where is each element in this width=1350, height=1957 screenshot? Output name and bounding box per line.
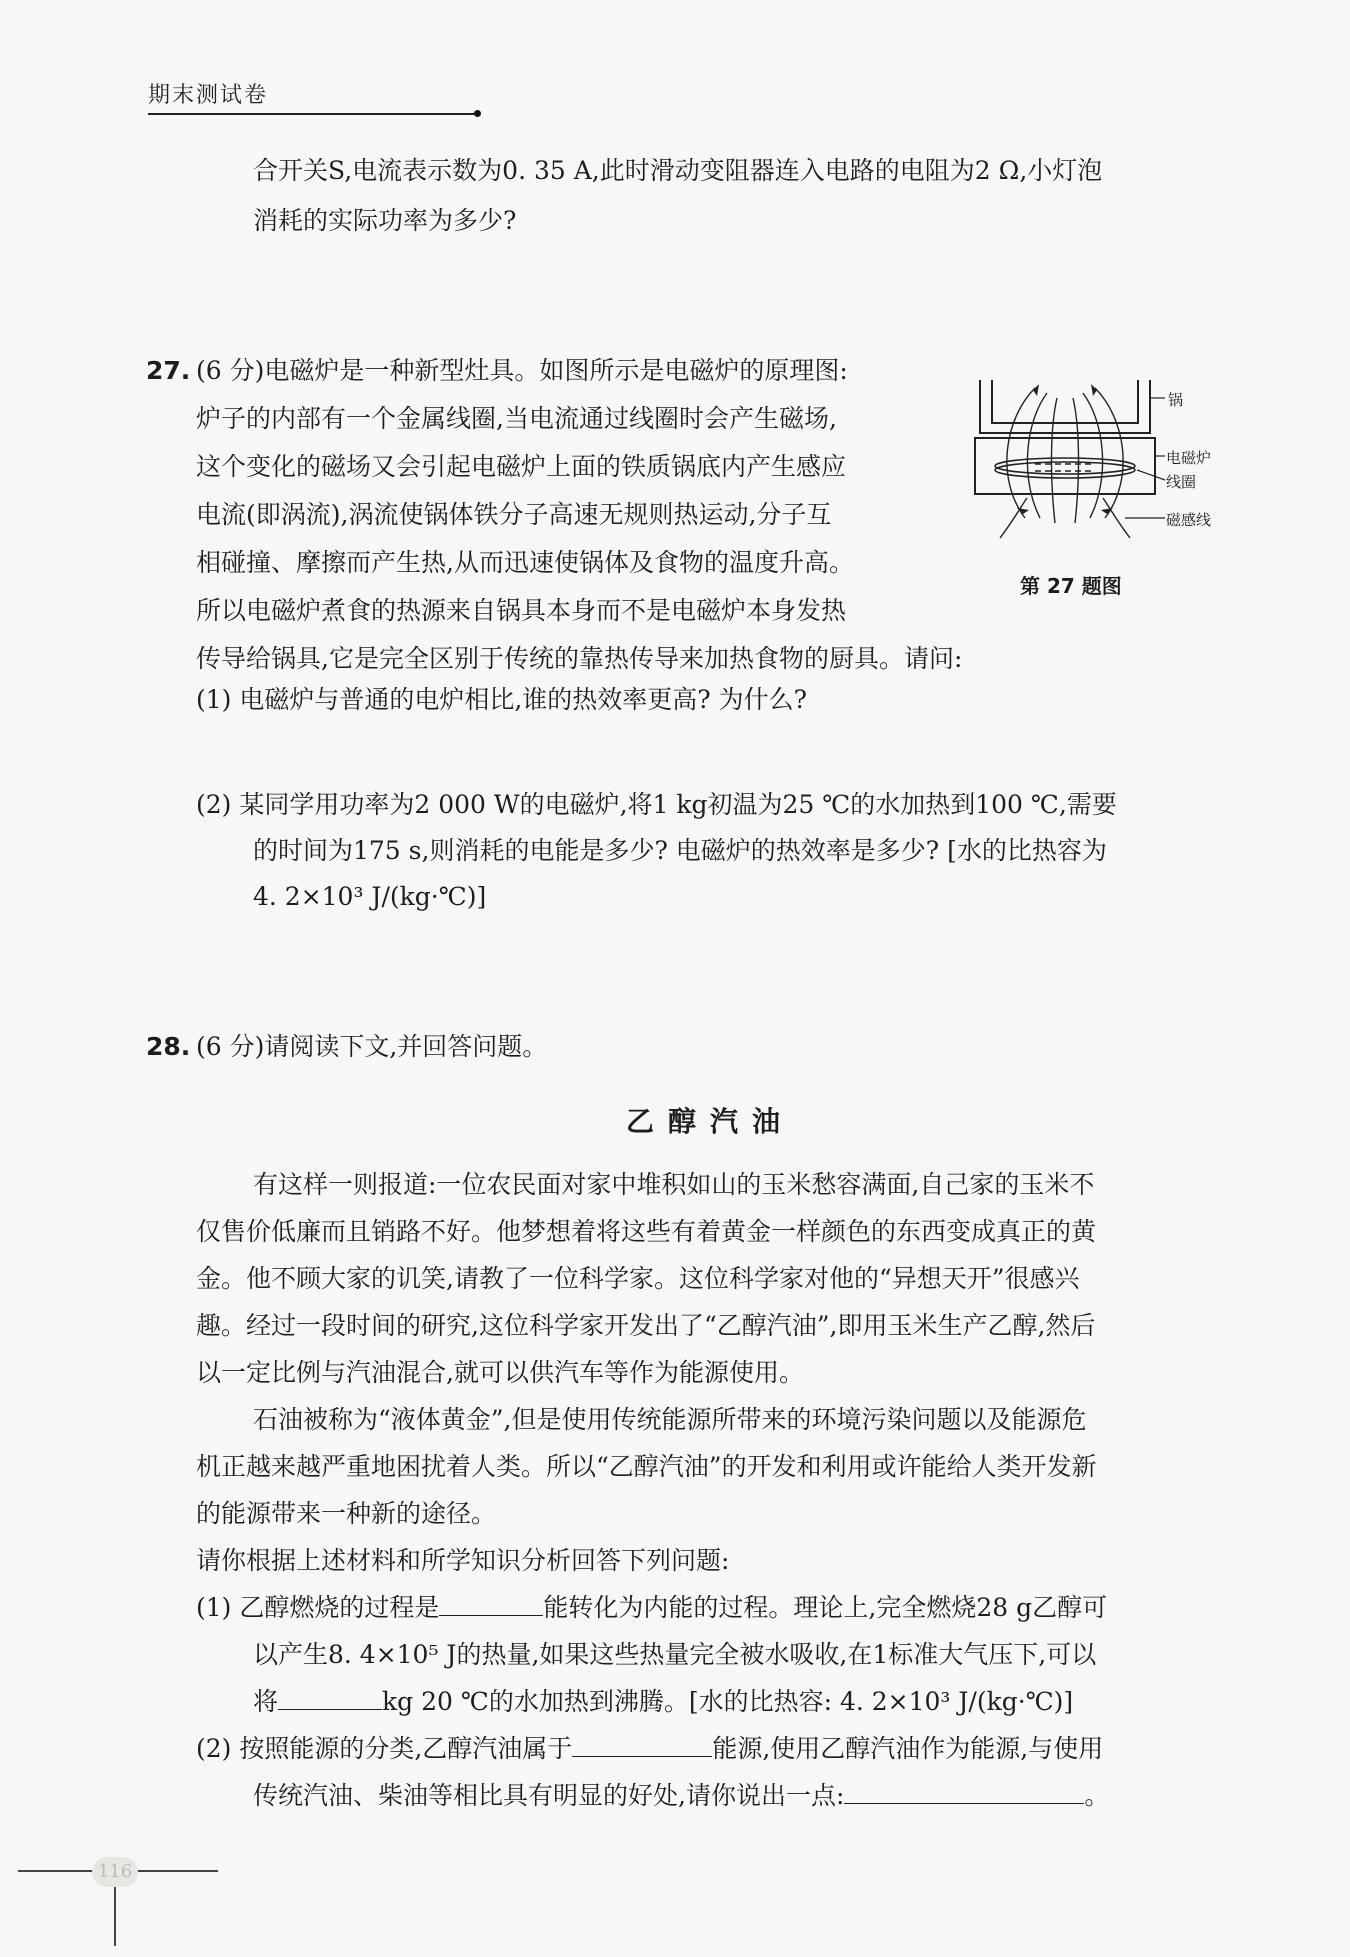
page-number: 116 <box>92 1857 138 1887</box>
q27-sub1: (1) 电磁炉与普通的电炉相比,谁的热效率更高? 为什么? <box>196 685 808 714</box>
label-leaders <box>1125 398 1165 518</box>
q28-sub2-part-b: 能源,使用乙醇汽油作为能源,与使用 <box>712 1734 1104 1763</box>
answer-blank-4[interactable] <box>844 1781 1084 1804</box>
q27-line-3: 这个变化的磁场又会引起电磁炉上面的铁质锅底内产生感应 <box>196 452 847 481</box>
q28-sub1-line-2: 以产生8. 4×10⁵ J的热量,如果这些热量完全被水吸收,在1标准大气压下,可以 <box>253 1640 1097 1669</box>
label-cooker: 电磁炉 <box>1166 449 1212 467</box>
q27-line-1: (6 分)电磁炉是一种新型灶具。如图所示是电磁炉的原理图: <box>196 356 848 385</box>
para1-line-4: 趣。经过一段时间的研究,这位科学家开发出了“乙醇汽油”,即用玉米生产乙醇,然后 <box>196 1311 1096 1340</box>
pot-outline <box>980 380 1150 433</box>
para1-line-2: 仅售价低廉而且销路不好。他梦想着将这些有着黄金一样颜色的东西变成真正的黄 <box>196 1217 1097 1246</box>
q28-sub2-line-1 <box>196 1734 1103 1764</box>
article-title: 乙醇汽油 <box>626 1105 795 1138</box>
q28-sub1-part-e: kg 20 ℃的水加热到沸腾。[水的比热容: 4. 2×10³ J/(kg·℃)] <box>382 1687 1074 1716</box>
para1-line-3: 金。他不顾大家的讥笑,请教了一位科学家。这位科学家对他的“异想天开”很感兴 <box>196 1264 1080 1293</box>
q28-sub2-part-d: 。 <box>1084 1781 1110 1810</box>
q27-sub2-line-1: (2) 某同学用功率为2 000 W的电磁炉,将1 kg初温为25 ℃的水加热到100 ℃,需要 <box>196 790 1117 819</box>
para1-line-5: 以一定比例与汽油混合,就可以供汽车等作为能源使用。 <box>196 1358 804 1387</box>
para1-line-1: 有这样一则报道:一位农民面对家中堆积如山的玉米愁容满面,自己家的玉米不 <box>253 1170 1095 1199</box>
q27-line-5: 相碰撞、摩擦而产生热,从而迅速使锅体及食物的温度升高。 <box>196 548 854 577</box>
q27-line-2: 炉子的内部有一个金属线圈,当电流通过线圈时会产生磁场, <box>196 404 837 433</box>
label-coil: 线圈 <box>1166 473 1197 491</box>
para2-line-3: 的能源带来一种新的途径。 <box>196 1499 497 1528</box>
q28-number: 28. <box>146 1032 191 1061</box>
magnetic-field-lines <box>1000 388 1130 538</box>
q28-intro: (6 分)请阅读下文,并回答问题。 <box>196 1032 548 1061</box>
answer-blank-1[interactable] <box>439 1593 543 1616</box>
coil <box>995 458 1135 478</box>
running-header: 期末测试卷 <box>148 83 269 108</box>
header-rule <box>148 113 478 115</box>
answer-blank-3[interactable] <box>572 1734 712 1757</box>
q28-sub1-line-1 <box>196 1593 1107 1623</box>
q27-sub2-line-3: 4. 2×10³ J/(kg·℃)] <box>253 882 487 911</box>
q28-sub2-line-2 <box>253 1781 1109 1811</box>
q28-sub1-part-b: 能转化为内能的过程。理论上,完全燃烧28 g乙醇可 <box>543 1593 1108 1622</box>
label-field-lines: 磁感线 <box>1166 511 1212 529</box>
para2-line-2: 机正越来越严重地困扰着人类。所以“乙醇汽油”的开发和利用或许能给人类开发新 <box>196 1452 1097 1481</box>
q27-number: 27. <box>146 356 191 385</box>
q26-line-1: 合开关S,电流表示数为0. 35 A,此时滑动变阻器连入电路的电阻为2 Ω,小灯泡 <box>253 156 1103 185</box>
answer-blank-2[interactable] <box>278 1687 382 1710</box>
q28-sub1-part-a: (1) 乙醇燃烧的过程是 <box>196 1593 440 1622</box>
q27-line-4: 电流(即涡流),涡流使锅体铁分子高速无规则热运动,分子互 <box>196 500 832 529</box>
q28-sub1-part-d: 将 <box>253 1687 279 1716</box>
header-dot <box>474 110 481 117</box>
q28-sub1-line-3 <box>253 1687 1073 1717</box>
figure-caption: 第 27 题图 <box>1020 574 1122 598</box>
q27-line-6: 所以电磁炉煮食的热源来自锅具本身而不是电磁炉本身发热 <box>196 596 847 625</box>
q26-line-2: 消耗的实际功率为多少? <box>253 206 517 235</box>
q27-line-7: 传导给锅具,它是完全区别于传统的靠热传导来加热食物的厨具。请问: <box>196 644 963 673</box>
q28-sub2-part-c: 传统汽油、柴油等相比具有明显的好处,请你说出一点: <box>253 1781 845 1810</box>
q27-sub2-line-2: 的时间为175 s,则消耗的电能是多少? 电磁炉的热效率是多少? [水的比热容为 <box>253 836 1107 865</box>
q28-sub2-part-a: (2) 按照能源的分类,乙醇汽油属于 <box>196 1734 573 1763</box>
question-prompt: 请你根据上述材料和所学知识分析回答下列问题: <box>196 1546 730 1575</box>
para2-line-1: 石油被称为“液体黄金”,但是使用传统能源所带来的环境污染问题以及能源危 <box>253 1405 1087 1434</box>
label-pot: 锅 <box>1168 391 1184 409</box>
